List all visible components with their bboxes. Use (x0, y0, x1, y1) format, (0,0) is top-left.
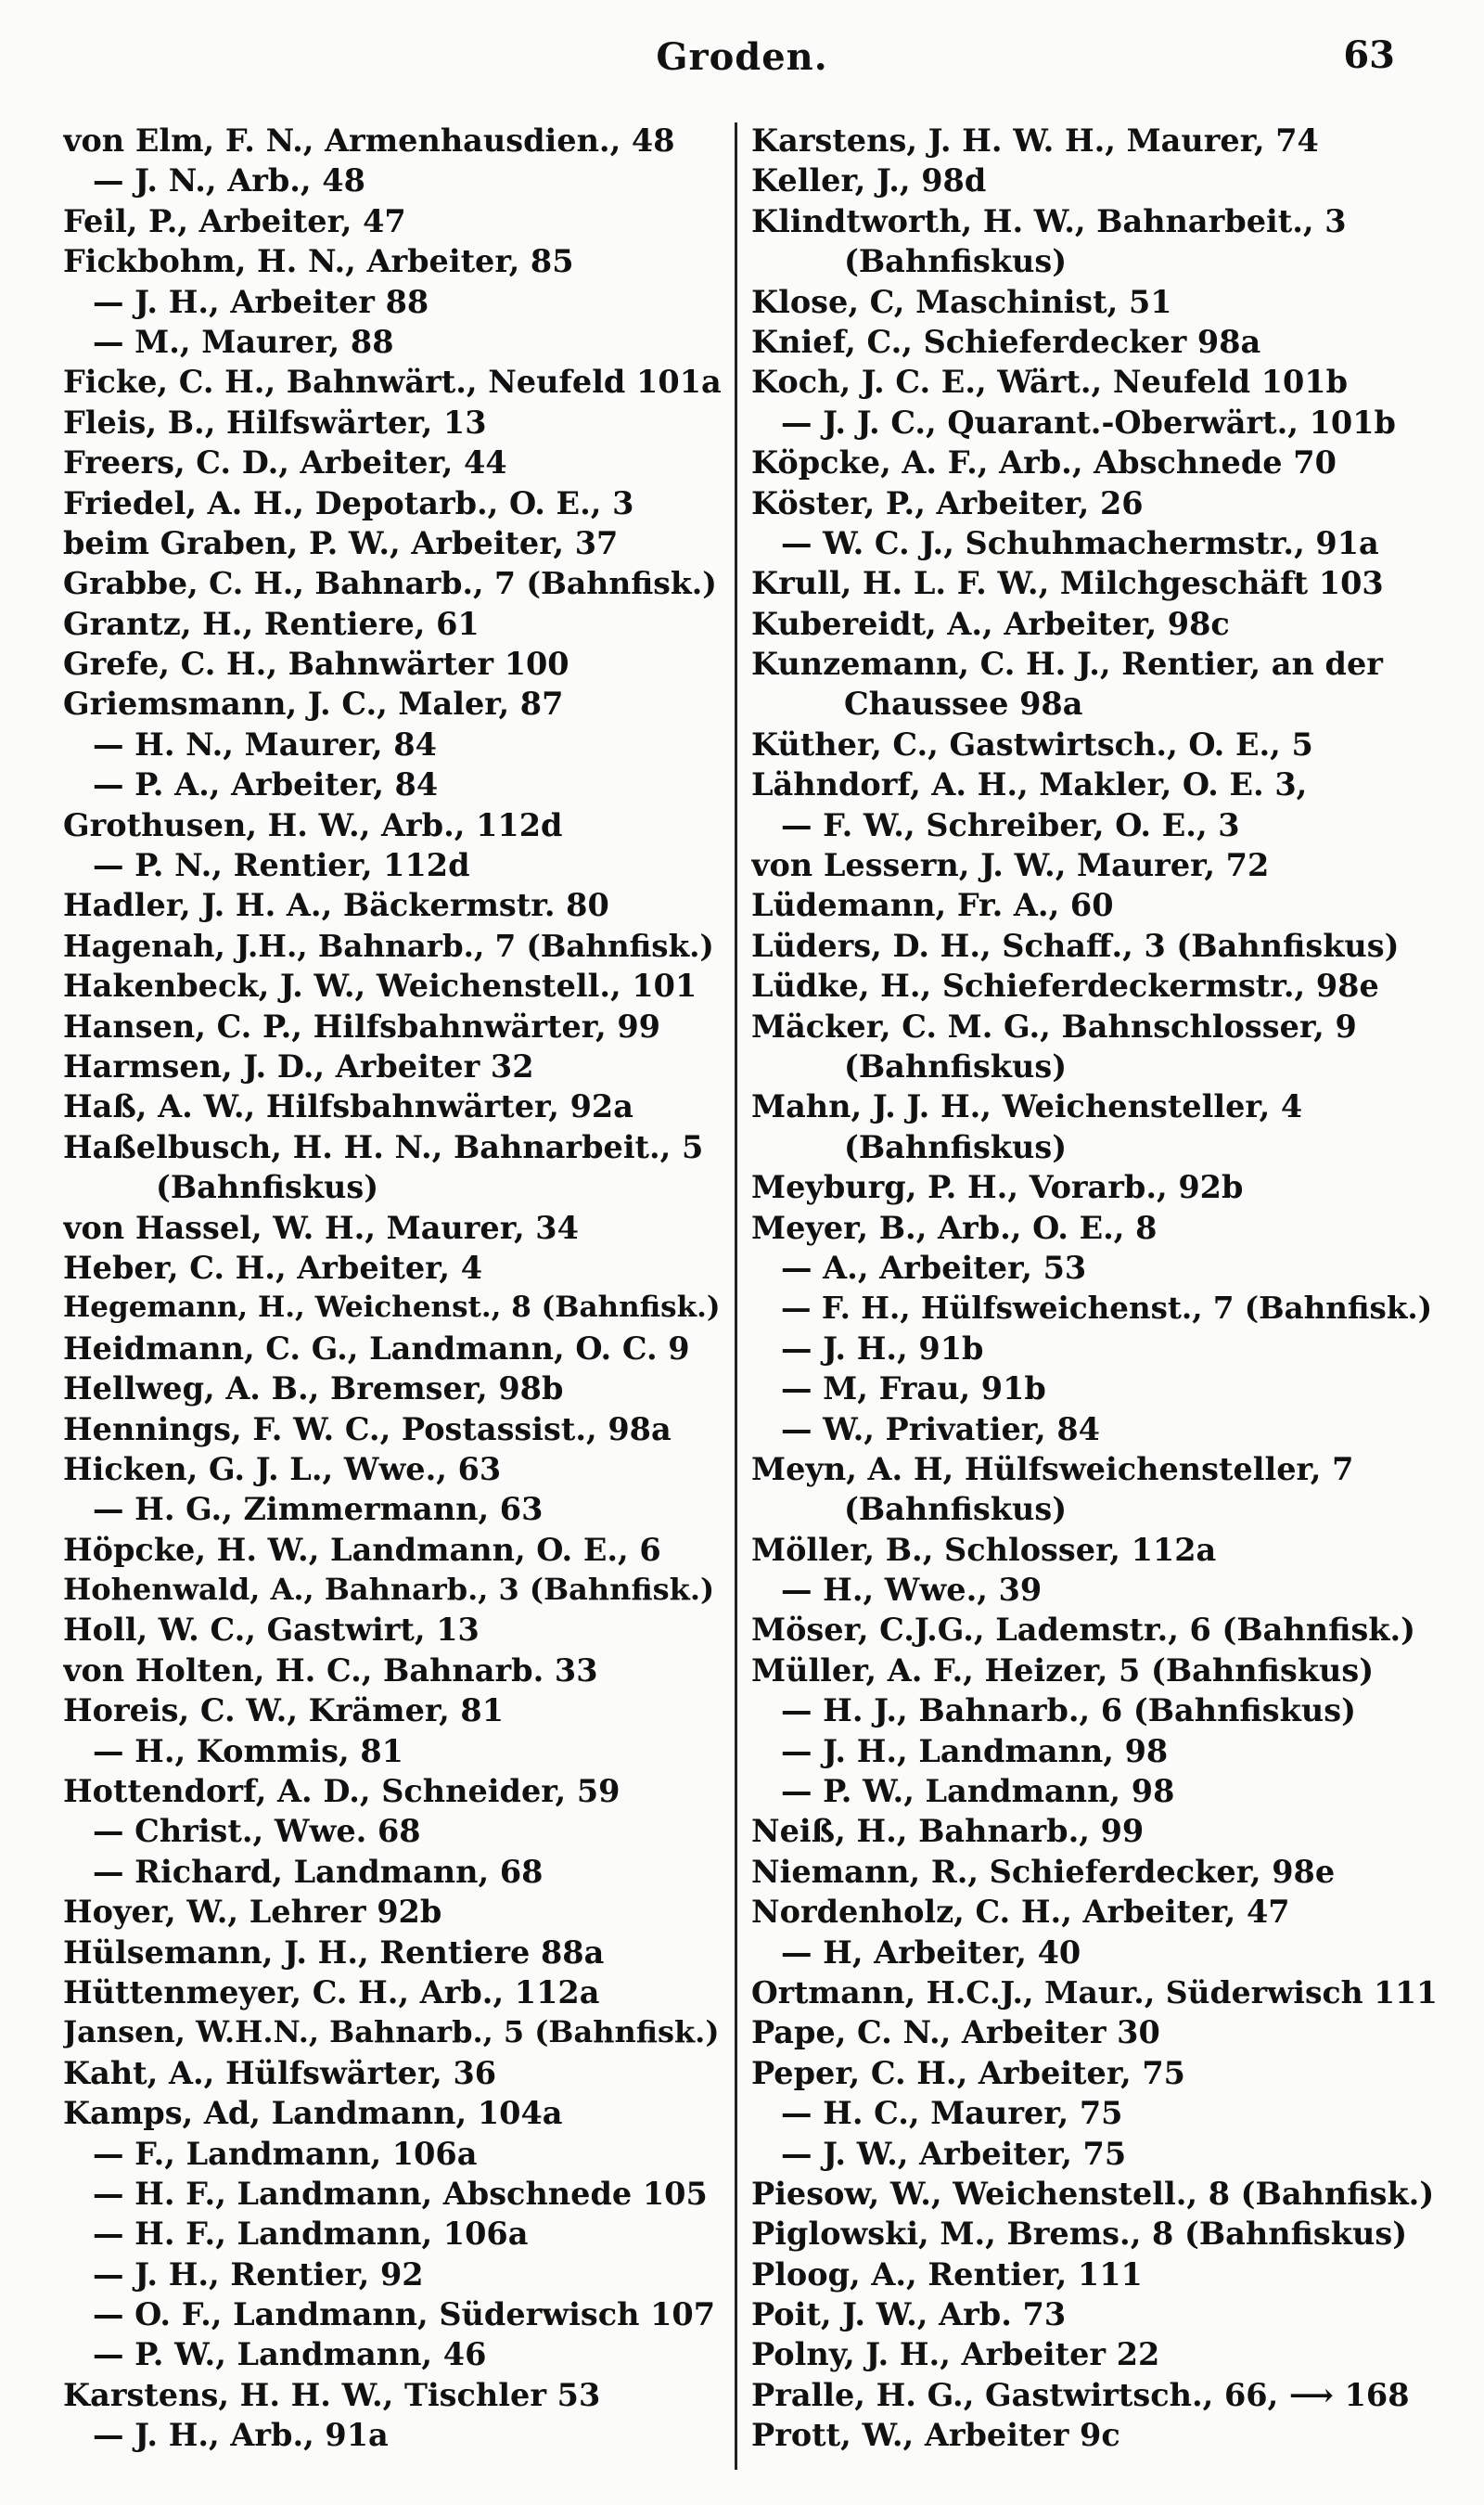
directory-entry: Höpcke, H. W., Landmann, O. E., 6 (63, 1531, 661, 1568)
directory-entry: — M, Frau, 91b (781, 1370, 1046, 1407)
directory-entry: — Richard, Landmann, 68 (93, 1853, 544, 1890)
directory-entry: — H. G., Zimmermann, 63 (93, 1491, 544, 1528)
directory-entry: Möller, B., Schlosser, 112a (751, 1531, 1217, 1568)
directory-entry: Köster, P., Arbeiter, 26 (751, 484, 1144, 521)
directory-entry: Jansen, W.H.N., Bahnarb., 5 (Bahnfisk.) (63, 2014, 720, 2050)
directory-entry-continuation: Chaussee 98a (844, 686, 1083, 723)
directory-entry: Küther, C., Gastwirtsch., O. E., 5 (751, 726, 1313, 763)
directory-entry: Hüttenmeyer, C. H., Arb., 112a (63, 1973, 600, 2010)
directory-entry: Pape, C. N., Arbeiter 30 (751, 2014, 1160, 2051)
directory-entry: Klindtworth, H. W., Bahnarbeit., 3 (751, 202, 1347, 239)
directory-entry: Müller, A. F., Heizer, 5 (Bahnfiskus) (751, 1651, 1375, 1689)
directory-entry: Mäcker, C. M. G., Bahnschlosser, 9 (751, 1008, 1357, 1045)
directory-entry: Hoyer, W., Lehrer 92b (63, 1894, 442, 1931)
directory-entry: Hohenwald, A., Bahnarb., 3 (Bahnfisk.) (63, 1572, 715, 1608)
directory-entry: — F. H., Hülfsweichenst., 7 (Bahnfisk.) (781, 1290, 1433, 1327)
directory-entry-continuation: (Bahnfiskus) (844, 1047, 1068, 1085)
directory-entry: Piesow, W., Weichenstell., 8 (Bahnfisk.) (751, 2175, 1435, 2212)
directory-entry: Nordenholz, C. H., Arbeiter, 47 (751, 1894, 1290, 1931)
directory-entry: Hottendorf, A. D., Schneider, 59 (63, 1773, 620, 1810)
directory-entry: Holl, W. C., Gastwirt, 13 (63, 1612, 480, 1649)
directory-entry: Neiß, H., Bahnarb., 99 (751, 1813, 1145, 1850)
directory-entry-continuation: (Bahnfiskus) (844, 243, 1068, 280)
directory-entry: Lüdke, H., Schieferdeckermstr., 98e (751, 968, 1379, 1005)
directory-entry: Grothusen, H. W., Arb., 112d (63, 806, 563, 843)
directory-entry: Karstens, J. H. W. H., Maurer, 74 (751, 122, 1319, 159)
directory-entry: — H. N., Maurer, 84 (93, 726, 437, 763)
directory-entry: von Lessern, J. W., Maurer, 72 (751, 847, 1270, 884)
directory-entry: Knief, C., Schieferdecker 98a (751, 323, 1261, 360)
directory-entry: Hakenbeck, J. W., Weichenstell., 101 (63, 968, 697, 1005)
directory-entry: Hellweg, A. B., Bremser, 98b (63, 1370, 564, 1407)
directory-entry: Grantz, H., Rentiere, 61 (63, 605, 480, 642)
directory-entry: — H. F., Landmann, 106a (93, 2216, 529, 2253)
directory-entry: Fleis, B., Hilfswärter, 13 (63, 404, 487, 441)
page-title: Groden. (656, 35, 828, 79)
directory-entry: Niemann, R., Schieferdecker, 98e (751, 1853, 1336, 1890)
directory-entry: — J. H., Landmann, 98 (781, 1732, 1169, 1769)
directory-entry: Fickbohm, H. N., Arbeiter, 85 (63, 243, 574, 280)
column-divider (735, 122, 737, 2470)
directory-entry: Hansen, C. P., Hilfsbahnwärter, 99 (63, 1008, 660, 1045)
directory-entry: Harmsen, J. D., Arbeiter 32 (63, 1047, 534, 1085)
directory-entry: — O. F., Landmann, Süderwisch 107 (93, 2296, 716, 2333)
directory-entry: Lüders, D. H., Schaff., 3 (Bahnfiskus) (751, 927, 1400, 964)
directory-entry: Polny, J. H., Arbeiter 22 (751, 2336, 1160, 2373)
directory-entry: Horeis, C. W., Krämer, 81 (63, 1692, 505, 1729)
directory-entry: — F., Landmann, 106a (93, 2135, 478, 2172)
directory-entry: Ploog, A., Rentier, 111 (751, 2255, 1143, 2293)
directory-entry: Poit, J. W., Arb. 73 (751, 2296, 1067, 2333)
directory-entry: — J. H., Arbeiter 88 (93, 283, 429, 320)
directory-entry: Mahn, J. J. H., Weichensteller, 4 (751, 1088, 1303, 1125)
directory-entry: Grabbe, C. H., Bahnarb., 7 (Bahnfisk.) (63, 565, 717, 602)
directory-entry: Köpcke, A. F., Arb., Abschnede 70 (751, 444, 1337, 482)
directory-entry: — W., Privatier, 84 (781, 1410, 1100, 1447)
directory-entry: Friedel, A. H., Depotarb., O. E., 3 (63, 484, 634, 521)
directory-entry: Grefe, C. H., Bahnwärter 100 (63, 646, 569, 683)
directory-entry: Kamps, Ad, Landmann, 104a (63, 2095, 563, 2132)
directory-entry: Kunzemann, C. H. J., Rentier, an der (751, 646, 1383, 683)
directory-entry: Koch, J. C. E., Wärt., Neufeld 101b (751, 364, 1349, 401)
directory-entry: — P. W., Landmann, 98 (781, 1773, 1175, 1810)
directory-entry-continuation: (Bahnfiskus) (844, 1128, 1068, 1165)
directory-entry: Klose, C, Maschinist, 51 (751, 283, 1172, 320)
directory-entry-continuation: (Bahnfiskus) (156, 1169, 379, 1206)
directory-entry: Pralle, H. G., Gastwirtsch., 66, ⟶ 168 (751, 2376, 1410, 2413)
directory-entry: — J. H., Arb., 91a (93, 2417, 389, 2454)
directory-entry: — P. W., Landmann, 46 (93, 2336, 487, 2373)
directory-entry: — F. W., Schreiber, O. E., 3 (781, 806, 1240, 843)
directory-entry: Peper, C. H., Arbeiter, 75 (751, 2054, 1185, 2091)
directory-entry: Haßelbusch, H. H. N., Bahnarbeit., 5 (63, 1128, 704, 1165)
directory-entry: — J. H., 91b (781, 1330, 984, 1367)
directory-entry: Hennings, F. W. C., Postassist., 98a (63, 1410, 672, 1447)
directory-entry: — H, Arbeiter, 40 (781, 1933, 1081, 1971)
directory-entry: beim Graben, P. W., Arbeiter, 37 (63, 524, 619, 561)
directory-entry: — W. C. J., Schuhmachermstr., 91a (781, 524, 1379, 561)
directory-entry: Haß, A. W., Hilfsbahnwärter, 92a (63, 1088, 633, 1125)
directory-entry: — J. H., Rentier, 92 (93, 2255, 424, 2293)
right-column (751, 121, 1438, 2456)
directory-entry: — H. J., Bahnarb., 6 (Bahnfiskus) (781, 1692, 1356, 1729)
directory-entry: Heidmann, C. G., Landmann, O. C. 9 (63, 1330, 690, 1367)
directory-entry-continuation: (Bahnfiskus) (844, 1491, 1068, 1528)
directory-entry: — A., Arbeiter, 53 (781, 1249, 1087, 1286)
directory-entry: Heber, C. H., Arbeiter, 4 (63, 1249, 483, 1286)
directory-entry: Kubereidt, A., Arbeiter, 98c (751, 605, 1230, 642)
page-number: 63 (1343, 33, 1395, 77)
left-column (63, 121, 723, 2456)
directory-entry: von Elm, F. N., Armenhausdien., 48 (63, 122, 675, 159)
directory-entry: von Holten, H. C., Bahnarb. 33 (63, 1651, 598, 1689)
directory-entry: Hicken, G. J. L., Wwe., 63 (63, 1450, 502, 1487)
directory-entry: Meyer, B., Arb., O. E., 8 (751, 1209, 1158, 1246)
directory-entry: — H. C., Maurer, 75 (781, 2095, 1123, 2132)
directory-entry: — H., Kommis, 81 (93, 1732, 403, 1769)
directory-entry: Ficke, C. H., Bahnwärt., Neufeld 101a (63, 364, 722, 401)
directory-entry: Griemsmann, J. C., Maler, 87 (63, 686, 564, 723)
directory-entry: Meyburg, P. H., Vorarb., 92b (751, 1169, 1244, 1206)
directory-entry: Krull, H. L. F. W., Milchgeschäft 103 (751, 565, 1384, 602)
directory-entry: Piglowski, M., Brems., 8 (Bahnfiskus) (751, 2216, 1408, 2253)
directory-entry: Hegemann, H., Weichenst., 8 (Bahnfisk.) (63, 1291, 721, 1325)
directory-entry: Hülsemann, J. H., Rentiere 88a (63, 1933, 605, 1971)
directory-entry: Feil, P., Arbeiter, 47 (63, 202, 406, 239)
directory-entry: Lüdemann, Fr. A., 60 (751, 887, 1114, 924)
directory-entry: Keller, J., 98d (751, 162, 987, 199)
directory-entry: Prott, W., Arbeiter 9c (751, 2417, 1120, 2454)
directory-entry: Hadler, J. H. A., Bäckermstr. 80 (63, 887, 609, 924)
directory-entry: — J. N., Arb., 48 (93, 162, 365, 199)
directory-entry: Möser, C.J.G., Lademstr., 6 (Bahnfisk.) (751, 1612, 1416, 1649)
directory-entry: Hagenah, J.H., Bahnarb., 7 (Bahnfisk.) (63, 927, 714, 964)
directory-entry: — H., Wwe., 39 (781, 1572, 1043, 1609)
directory-entry: von Hassel, W. H., Maurer, 34 (63, 1209, 579, 1246)
directory-entry: — J. W., Arbeiter, 75 (781, 2135, 1127, 2172)
directory-entry: — M., Maurer, 88 (93, 323, 394, 360)
directory-entry: — P. N., Rentier, 112d (93, 847, 470, 884)
directory-entry: — J. J. C., Quarant.-Oberwärt., 101b (781, 404, 1396, 441)
directory-entry: Kaht, A., Hülfswärter, 36 (63, 2054, 497, 2091)
directory-entry: Freers, C. D., Arbeiter, 44 (63, 444, 507, 482)
directory-entry: Meyn, A. H, Hülfsweichensteller, 7 (751, 1450, 1354, 1487)
directory-entry: Ortmann, H.C.J., Maur., Süderwisch 111 (751, 1973, 1438, 2010)
directory-entry: — P. A., Arbeiter, 84 (93, 766, 439, 803)
directory-entry: Karstens, H. H. W., Tischler 53 (63, 2376, 601, 2413)
directory-entry: — H. F., Landmann, Abschnede 105 (93, 2175, 708, 2212)
directory-entry: — Christ., Wwe. 68 (93, 1813, 421, 1850)
directory-entry: Lähndorf, A. H., Makler, O. E. 3, (751, 766, 1308, 803)
